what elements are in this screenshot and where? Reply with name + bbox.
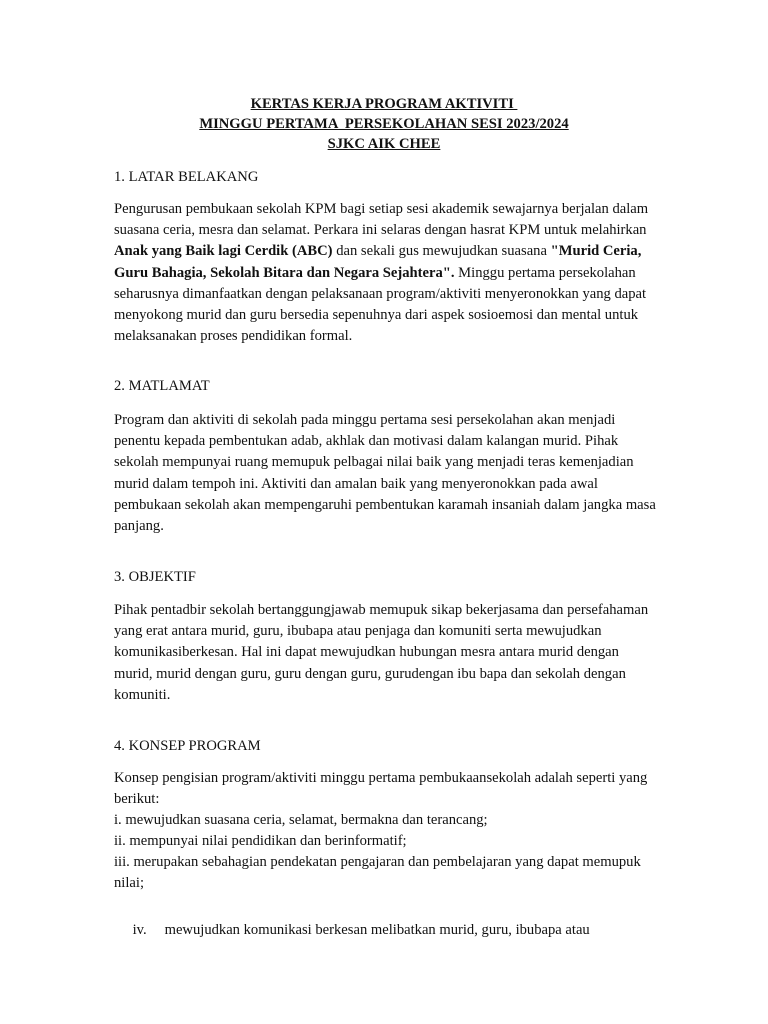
konsep-item-2: ii. mempunyai nilai pendidikan dan berinformatif;: [114, 833, 407, 849]
heading-objektif: 3. OBJEKTIF: [114, 569, 196, 585]
paragraph-objektif: Pihak pentadbir sekolah bertanggungjawab memupuk sikap bekerjasama dan persefahaman yang erat antara murid, guru, ibubapa atau penjaga dan komuniti serta mewujudkan komunikasiberkesan. Hal ini dapat mewujudkan hubungan mesra antara murid dengan murid, murid dengan guru, guru dengan guru, gurudengan ibu bapa dan sekolah dengan komuniti.: [114, 602, 649, 703]
latar-bold-abc: Anak yang Baik lagi Cerdik (ABC): [114, 243, 333, 260]
heading-matlamat: 2. MATLAMAT: [114, 378, 210, 394]
latar-text-3: Minggu pertama persekolahan seharusnya dimanfaatkan dengan pelaksanaan program/aktiviti menyeronokkan yang dapat menyokong murid dan guru bersedia sepenuhnya dari aspek sosioemosi dan mental untuk melaksanakan proses pendidikan formal.: [114, 264, 647, 345]
paragraph-konsep-intro: Konsep pengisian program/aktiviti minggu pertama pembukaansekolah adalah seperti yang berikut:: [114, 770, 648, 808]
latar-bold-slogan: "Murid Ceria, Guru Bahagia, Sekolah Bitara dan Negara Sejahtera".: [114, 243, 642, 281]
konsep-item-4-number: iv.: [132, 922, 147, 938]
latar-text-2: dan sekali gus mewujudkan suasana: [332, 243, 551, 260]
title-line-3: SJKC AIK CHEE: [327, 136, 441, 152]
konsep-item-4-text: mewujudkan komunikasi berkesan melibatkan murid, guru, ibubapa atau: [164, 922, 590, 938]
document-title: [0, 94, 768, 154]
heading-latar-belakang: 1. LATAR BELAKANG: [114, 169, 259, 185]
paragraph-latar-belakang: [114, 199, 659, 347]
konsep-item-3: iii. merupakan sebahagian pendekatan pengajaran dan pembelajaran yang dapat memupuk nilai;: [114, 854, 641, 892]
konsep-item-1: i. mewujudkan suasana ceria, selamat, bermakna dan terancang;: [114, 812, 488, 828]
konsep-item-4: [118, 905, 590, 956]
paragraph-matlamat: Program dan aktiviti di sekolah pada minggu pertama sesi persekolahan akan menjadi penentu kepada pembentukan adab, akhlak dan motivasi dalam kalangan murid. Pihak sekolah mempunyai ruang memupuk pelbagai nilai baik yang menjadi teras kemenjadian murid dalam tempoh ini. Aktiviti dan amalan baik yang menyeronokkan pada awal pembukaan sekolah akan mempengaruhi pembentukan karamah insaniah dalam jangka masa panjang.: [114, 412, 656, 535]
heading-konsep-program: 4. KONSEP PROGRAM: [114, 738, 261, 754]
title-line-2: MINGGU PERTAMA PERSEKOLAHAN SESI 2023/2024: [199, 116, 569, 132]
latar-text-1: Pengurusan pembukaan sekolah KPM bagi setiap sesi akademik sewajarnya berjalan dalam suasana ceria, mesra dan selamat. Perkara ini selaras dengan hasrat KPM untuk melahirkan: [114, 201, 649, 239]
title-line-1: KERTAS KERJA PROGRAM AKTIVITI: [250, 96, 518, 112]
